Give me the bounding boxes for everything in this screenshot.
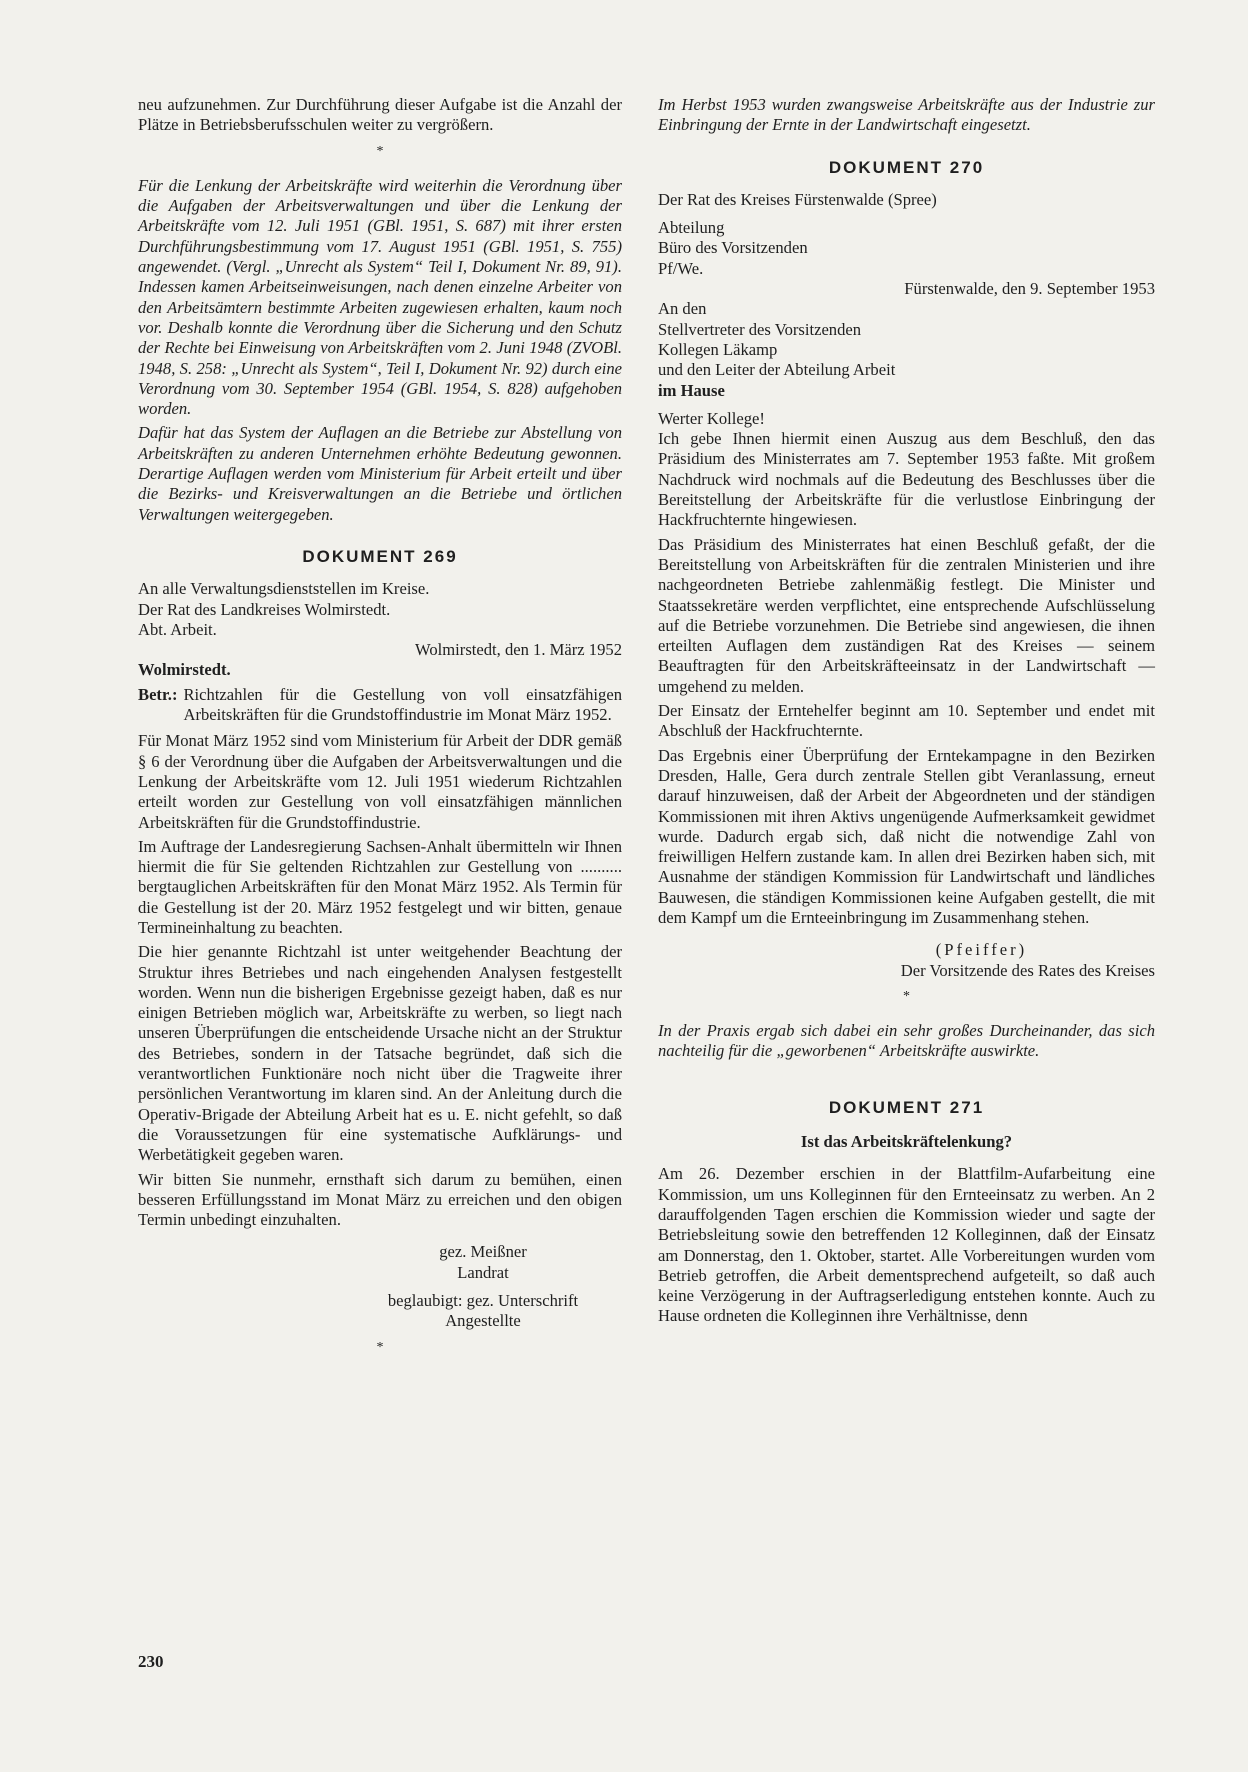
article-title: Ist das Arbeitskräftelenkung? xyxy=(800,1132,1013,1152)
separator-star: * xyxy=(903,988,910,1004)
paragraph: Im Auftrage der Landesregierung Sachsen-Anhalt übermitteln wir Ihnen hiermit die für Sie geltenden Richtzahlen zur Gestellung von .......... bergtauglichen Arbeitskräften für den Monat März 1952. Als Termin für die Gestellung ist der 20. März 1952 festgelegt und wir bitten, genaue Termineinhaltung zu beachten. xyxy=(138,836,622,937)
editorial-note: Dafür hat das System der Auflagen an die Betriebe zur Abstellung von Arbeitskräften zu anderen Unternehmen erhöhte Bedeutung gewonnen. Derartige Auflagen werden vom Ministerium für Arbeit erteilt und über die Bezirks- und Kreisverwaltungen an die Betriebe und örtlichen Verwaltungen weitergegeben. xyxy=(138,423,622,524)
address-line: Der Rat des Landkreises Wolmirstedt. xyxy=(138,599,391,619)
address-line: An alle Verwaltungsdienststellen im Kreise. xyxy=(138,579,430,599)
recipient-line: An den xyxy=(658,299,707,319)
paragraph: Für Monat März 1952 sind vom Ministerium für Arbeit der DDR gemäß § 6 der Verordnung über die Aufgaben der Arbeitsverwaltungen und die Lenkung der Arbeitskräfte vom 12. Juli 1951 wiederum Richtzahlen erteilt worden zur Gestellung von voll einsatzfähigen männlichen Arbeitskräften für die Grundstoffindustrie. xyxy=(138,731,622,832)
subject-label: Betr.: xyxy=(138,684,178,704)
certification-line: beglaubigt: gez. Unterschrift xyxy=(387,1291,579,1311)
paragraph: neu aufzunehmen. Zur Durchführung dieser Aufgabe ist die Anzahl der Plätze in Betriebsberufsschulen weiter zu vergrößern. xyxy=(138,95,622,135)
paragraph: Wir bitten Sie nunmehr, ernsthaft sich darum zu bemühen, einen besseren Erfüllungsstand im Monat März zu erreichen und den obigen Termin unbedingt einzuhalten. xyxy=(138,1169,622,1230)
document-heading-271: DOKUMENT 271 xyxy=(828,1097,985,1117)
recipient-line: und den Leiter der Abteilung Arbeit xyxy=(658,360,896,380)
place-line: Wolmirstedt. xyxy=(138,660,231,680)
signature-title: Landrat xyxy=(457,1262,509,1282)
recipient-line: im Hause xyxy=(658,380,725,400)
recipient-line: Stellvertreter des Vorsitzenden xyxy=(658,319,862,339)
document-heading-270: DOKUMENT 270 xyxy=(828,157,985,177)
address-line: Abt. Arbeit. xyxy=(138,619,217,639)
document-heading-269: DOKUMENT 269 xyxy=(302,546,458,566)
page-number: 230 xyxy=(138,1652,164,1671)
recipient-line: Kollegen Läkamp xyxy=(658,339,778,359)
signature-title: Der Vorsitzende des Rates des Kreises xyxy=(900,960,1155,980)
paragraph: Das Ergebnis einer Überprüfung der Erntekampagne in den Bezirken Dresden, Halle, Gera durch zentrale Stellen gibt Veranlassung, erneut darauf hinzuweisen, daß der Arbeit der Abgeordneten und der ständigen Kommissionen mit ihren Aktivs ungenügende Aufmerksamkeit gewidmet wurde. Dadurch ergab sich, daß nicht die notwendige Zahl von freiwilligen Helfern zustande kam. In allen drei Bezirken haben sich, mit Ausnahme der ständigen Kommission für Landwirtschaft und ländliches Bauwesen, die ständigen Kommissionen keine Aufgaben gestellt, die mit dem Kampf um die Ernteeinbringung im Zusammenhang stehen. xyxy=(658,745,1155,927)
paragraph: Am 26. Dezember erschien in der Blattfilm-Aufarbeitung eine Kommission, um uns Kolleginnen für den Ernteeinsatz zu werben. An 2 darauffolgenden Tagen erschien die Kommission wieder und sagte der Betriebsleitung sowie den betreffenden 12 Kolleginnen, daß der Einsatz am Donnerstag, den 1. Oktober, startet. Alle Vorbereitungen wurden vom Betrieb getroffen, die Arbeit dementsprechend aufgeteilt, so daß auch keine Verzögerung in der Auftragserledigung entstehen konnte. Auch zu Hause ordneten die Kolleginnen ihre Verhältnisse, denn xyxy=(658,1164,1155,1326)
separator-star: * xyxy=(376,143,384,159)
editorial-note: Für die Lenkung der Arbeitskräfte wird weiterhin die Verordnung über die Aufgaben der Arbeitsverwaltungen und über die Lenkung der Arbeitskräfte vom 12. Juli 1951 (GBl. 1951, S. 687) mit ihrer ersten Durchführungsbestimmung vom 17. August 1951 (GBl. 1951, S. 755) angewendet. (Vergl. „Unrecht als System“ Teil I, Dokument Nr. 89, 91). Indessen kamen Arbeitseinweisungen, nach denen einzelne Arbeiter von den Arbeitsämtern bestimmte Arbeiten zugewiesen erhalten, kaum noch vor. Deshalb konnte die Verordnung über die Sicherung und den Schutz der Rechte bei Einweisung von Arbeitskräften vom 2. Juni 1948 (ZVOBl. 1948, S. 258: „Unrecht als System“, Teil I, Dokument Nr. 92) durch eine Verordnung vom 30. September 1954 (GBl. 1954, S. 828) aufgehoben worden. xyxy=(138,175,622,419)
separator-star: * xyxy=(376,1339,384,1355)
reference-line: Pf/We. xyxy=(658,258,704,278)
department-line: Büro des Vorsitzenden xyxy=(658,238,808,258)
subject-text: Richtzahlen für die Gestellung von voll einsatzfähigen Arbeitskräften für die Grundstoffindustrie im Monat März 1952. xyxy=(183,684,622,725)
paragraph: Die hier genannte Richtzahl ist unter weitgehender Beachtung der Struktur ihres Betriebes und nach eingehenden Analysen festgestellt worden. Wenn nun die bisherigen Ergebnisse gezeigt haben, daß es nur einigen Betrieben möglich war, Arbeitskräfte zu werben, so liegt nach unseren Überprüfungen die entscheidende Ursache nicht an der Struktur des Betriebes, sondern in der Tatsache begründet, daß sich die verantwortlichen Funktionäre noch nicht über die Tragweite ihrer persönlichen Verantwortung im klaren sind. An der Anleitung durch die Operativ-Brigade der Abteilung Arbeit hat es u. E. nicht gefehlt, so daß die Voraussetzungen für eine systematische Aufklärungs- und Werbetätigkeit gegeben waren. xyxy=(138,942,622,1165)
date-line: Wolmirstedt, den 1. März 1952 xyxy=(415,640,622,660)
left-column xyxy=(138,95,622,1372)
paragraph: Der Einsatz der Erntehelfer beginnt am 10. September und endet mit Abschluß der Hackfruchternte. xyxy=(658,701,1155,741)
certification-title: Angestellte xyxy=(445,1311,521,1331)
editorial-note: In der Praxis ergab sich dabei ein sehr großes Durcheinander, das sich nachteilig für die „geworbenen“ Arbeitskräfte auswirkte. xyxy=(658,1021,1155,1061)
right-column xyxy=(658,95,1155,1331)
signature-name: (Pfeiffer) xyxy=(935,940,1028,960)
sender-line: Der Rat des Kreises Fürstenwalde (Spree) xyxy=(658,189,937,209)
signature-name: gez. Meißner xyxy=(439,1242,527,1262)
paragraph: Das Präsidium des Ministerrates hat einen Beschluß gefaßt, der die Bereitstellung von Arbeitskräften für die zentralen Ministerien und ihre nachgeordneten Betriebe zahlenmäßig festlegt. Die Minister und Staatssekretäre werden verpflichtet, eine entsprechende Aufschlüsselung auf die Betriebe vorzunehmen. Die Betriebe sind angewiesen, die ihnen erteilten Auflagen dem zuständigen Rat des Kreises — seinem Beauftragten für den Arbeitskräfteeinsatz in der Landwirtschaft — umgehend zu melden. xyxy=(658,534,1155,696)
subject-line xyxy=(138,685,622,726)
editorial-note: Im Herbst 1953 wurden zwangsweise Arbeitskräfte aus der Industrie zur Einbringung der Ernte in der Landwirtschaft eingesetzt. xyxy=(658,95,1155,135)
paragraph: Ich gebe Ihnen hiermit einen Auszug aus dem Beschluß, den das Präsidium des Ministerrates am 7. September 1953 faßte. Mit großem Nachdruck wird nochmals auf die Bedeutung des Beschlusses über die Bereitstellung der Arbeitskräfte für die verlustlose Einbringung der Hackfruchternte hingewiesen. xyxy=(658,429,1155,530)
salutation: Werter Kollege! xyxy=(658,408,765,428)
department-line: Abteilung xyxy=(658,218,725,238)
date-line: Fürstenwalde, den 9. September 1953 xyxy=(904,279,1155,299)
